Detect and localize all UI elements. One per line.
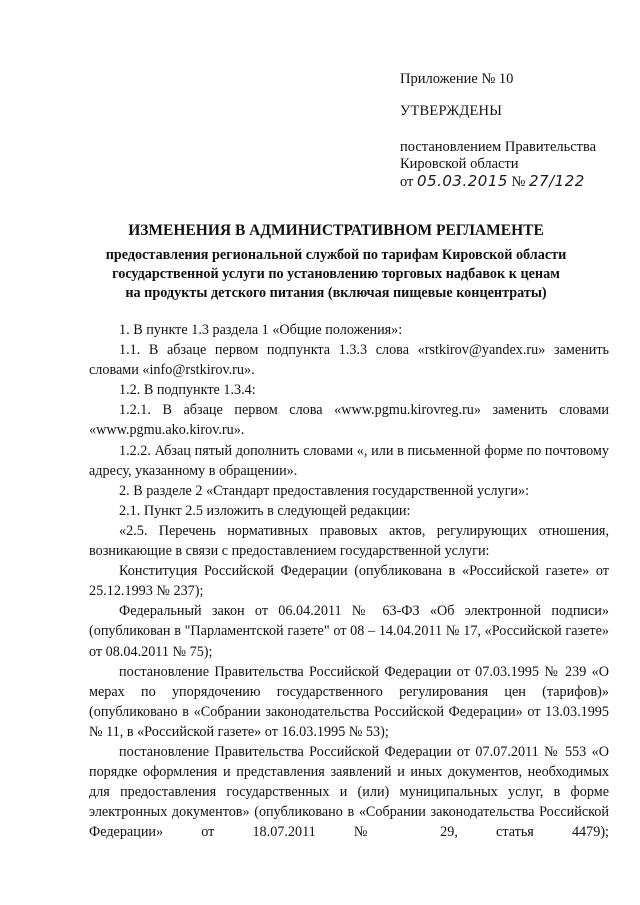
paragraph: Конституция Российской Федерации (опубликована в «Российской газете» от 25.12.1993 № 237); bbox=[89, 563, 609, 600]
date-prefix: от bbox=[400, 174, 414, 190]
paragraph: 1.2. В подпункте 1.3.4: bbox=[119, 382, 256, 399]
subtitle-line: на продукты детского питания (включая пищевые концентраты) bbox=[125, 285, 547, 301]
paragraph: Федеральный закон от 06.04.2011 № 63-ФЗ «Об электронной подписи» (опубликован в "Парламентской газете" от 08 – 14.04.2011 № 17, «Российской газете» от 08.04.2011 № 75); bbox=[89, 603, 609, 660]
document-body bbox=[89, 320, 609, 842]
resolution-block bbox=[400, 139, 596, 191]
approved-label: УТВЕРЖДЕНЫ bbox=[400, 103, 503, 119]
resolution-line-1: постановлением Правительства bbox=[400, 139, 597, 155]
resolution-date-line bbox=[400, 173, 596, 191]
handwritten-date: 05.03.2015 bbox=[417, 172, 508, 190]
handwritten-number: 27/122 bbox=[529, 172, 585, 190]
document-title: ИЗМЕНЕНИЯ В АДМИНИСТРАТИВНОМ РЕГЛАМЕНТЕ bbox=[128, 222, 544, 239]
paragraph: 2.1. Пункт 2.5 изложить в следующей редакции: bbox=[119, 502, 411, 519]
paragraph: 1.2.2. Абзац пятый дополнить словами «, или в письменной форме по почтовому адресу, указанному в обращении». bbox=[89, 442, 609, 479]
paragraph: постановление Правительства Российской Федерации от 07.07.2011 № 553 «О порядке оформления и представления заявлений и иных документов, необходимых для предоставления государственных и (или) муниципальных услуг, в форме электронных документов» (опубликовано в «Собрании законодательства Российской Федерации» от 18.07.2011 № 29, статья 4479); bbox=[89, 743, 609, 841]
paragraph: 1.1. В абзаце первом подпункта 1.3.3 слова «rstkirov@yandex.ru» заменить словами «info@rstkirov.ru». bbox=[89, 342, 609, 379]
document-subtitle bbox=[60, 246, 612, 303]
paragraph: «2.5. Перечень нормативных правовых актов, регулирующих отношения, возникающие в связи с предоставлением государственной услуги: bbox=[89, 522, 609, 560]
paragraph: 1. В пункте 1.3 раздела 1 «Общие положения»: bbox=[119, 322, 403, 338]
resolution-line-2: Кировской области bbox=[400, 156, 519, 172]
paragraph: 2. В разделе 2 «Стандарт предоставления государственной услуги»: bbox=[119, 482, 530, 499]
appendix-number: Приложение № 10 bbox=[400, 71, 514, 87]
paragraph: постановление Правительства Российской Федерации от 07.03.1995 № 239 «О мерах по упорядочению государственного регулирования цен (тарифов)» (опубликовано в «Собрании законодательства Российской Федерации» от 13.03.1995 № 11, в «Российской газете» от 16.03.1995 № 53); bbox=[89, 663, 609, 740]
paragraph: 1.2.1. В абзаце первом слова «www.pgmu.kirovreg.ru» заменить словами «www.pgmu.ako.kirov.ru». bbox=[89, 402, 609, 439]
subtitle-line: государственной услуги по установлению торговых надбавок к ценам bbox=[112, 266, 560, 282]
number-prefix: № bbox=[511, 174, 526, 190]
subtitle-line: предоставления региональной службой по тарифам Кировской области bbox=[105, 247, 567, 263]
